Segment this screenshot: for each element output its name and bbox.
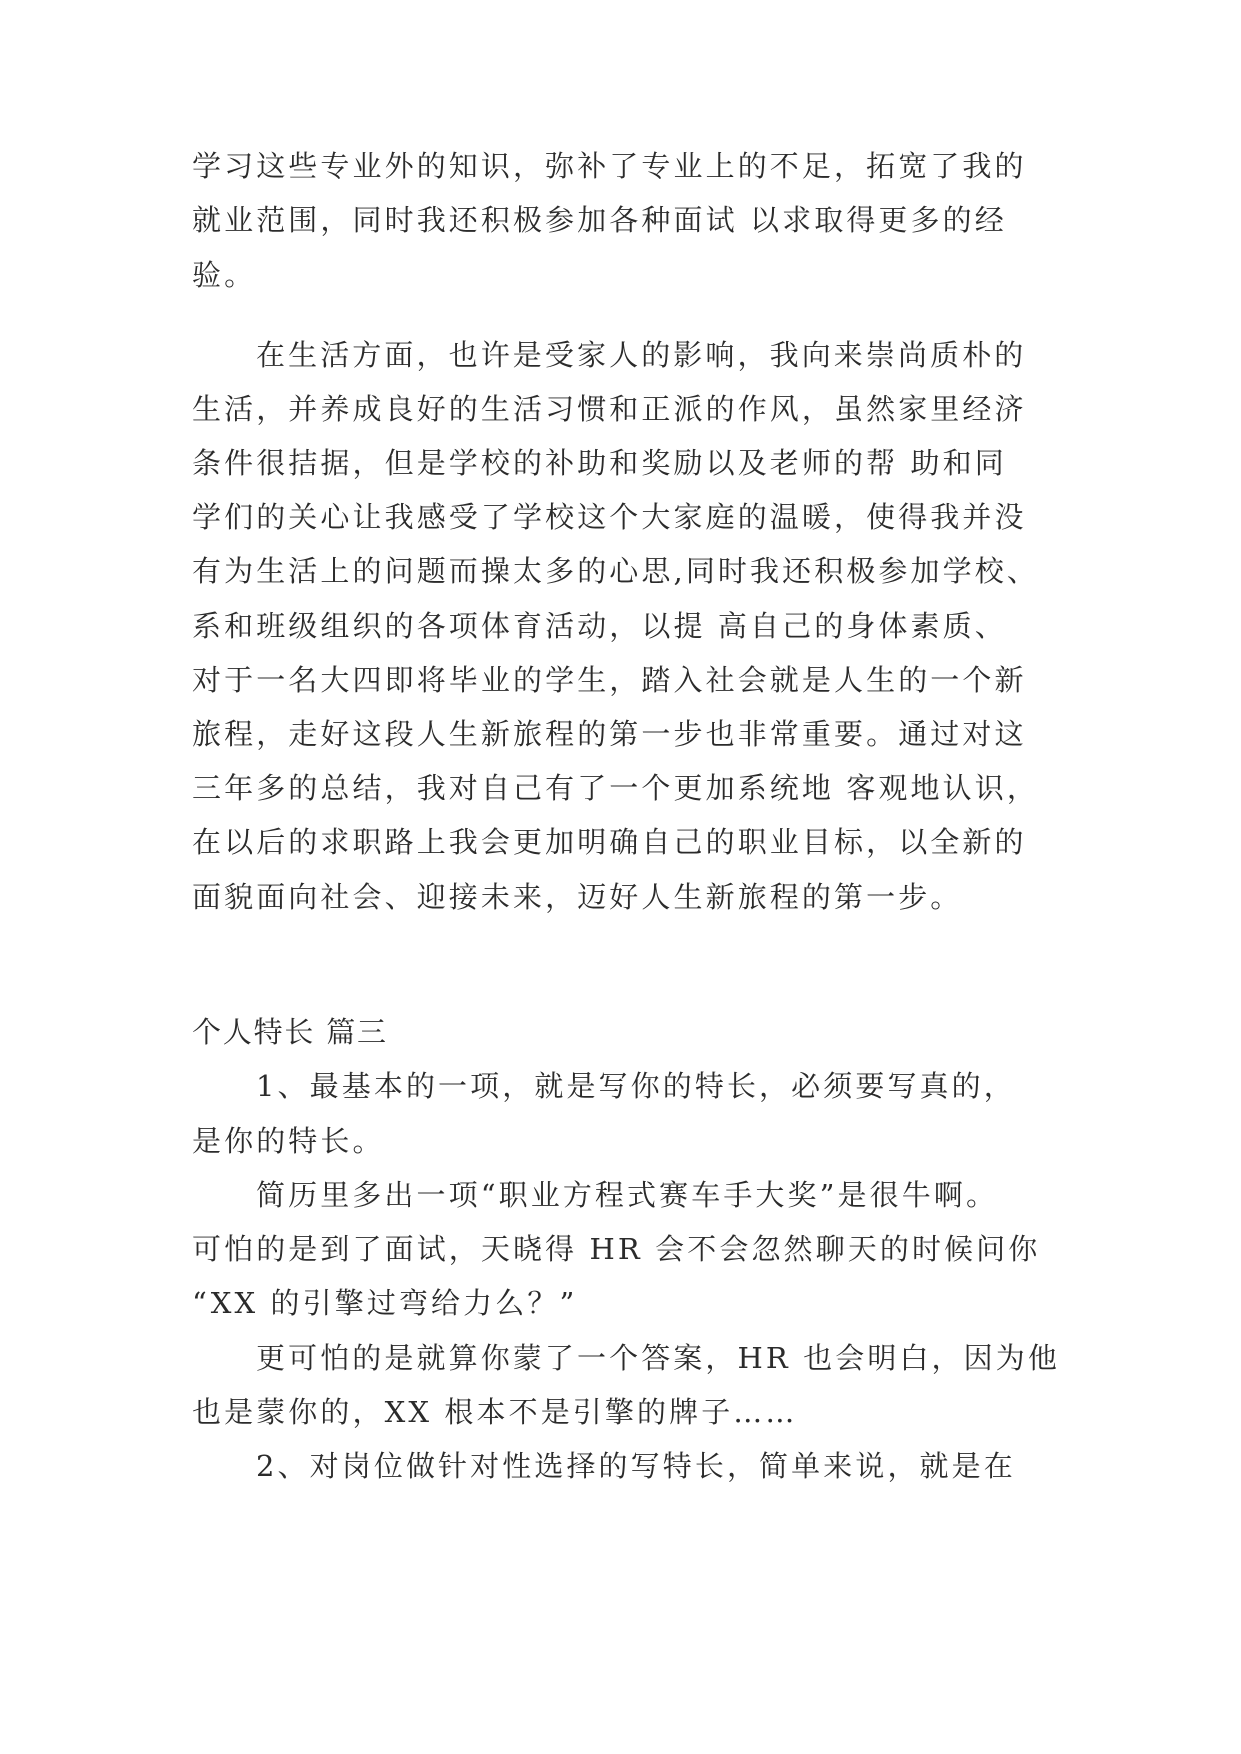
text-line: 生活，并养成良好的生活习惯和正派的作风，虽然家里经济 bbox=[192, 392, 1027, 426]
section-heading: 个人特长 篇三 bbox=[192, 1015, 388, 1049]
text-line: 旅程，走好这段人生新旅程的第一步也非常重要。通过对这 bbox=[192, 717, 1027, 751]
text-line: “XX 的引擎过弯给力么？” bbox=[192, 1286, 578, 1320]
text-line: 在以后的求职路上我会更加明确自己的职业目标，以全新的 bbox=[192, 825, 1027, 859]
text-line: 面貌面向社会、迎接未来，迈好人生新旅程的第一步。 bbox=[192, 880, 963, 914]
text-line: 是你的特长。 bbox=[192, 1124, 385, 1158]
text-line: 也是蒙你的，XX 根本不是引擎的牌子…… bbox=[192, 1395, 798, 1429]
text-line: 简历里多出一项“职业方程式赛车手大奖”是很牛啊。 bbox=[256, 1178, 999, 1212]
text-line: 更可怕的是就算你蒙了一个答案，HR 也会明白，因为他 bbox=[256, 1341, 1060, 1375]
text-line: 学习这些专业外的知识，弥补了专业上的不足，拓宽了我的 bbox=[192, 149, 1027, 183]
text-line: 对于一名大四即将毕业的学生，踏入社会就是人生的一个新 bbox=[192, 663, 1027, 697]
text-line: 2、对岗位做针对性选择的写特长，简单来说，就是在 bbox=[256, 1449, 1016, 1483]
text-line: 验。 bbox=[192, 258, 257, 292]
text-line: 三年多的总结，我对自己有了一个更加系统地 客观地认识， bbox=[192, 771, 1039, 805]
text-line: 有为生活上的问题而操太多的心思,同时我还积极参加学校、 bbox=[192, 554, 1039, 588]
text-line: 就业范围，同时我还积极参加各种面试 以求取得更多的经 bbox=[192, 203, 1007, 237]
text-line: 1、最基本的一项，就是写你的特长，必须要写真的， bbox=[256, 1069, 1016, 1103]
text-line: 系和班级组织的各项体育活动，以提 高自己的身体素质、 bbox=[192, 609, 1007, 643]
text-line: 可怕的是到了面试，天晓得 HR 会不会忽然聊天的时候问你 bbox=[192, 1232, 1041, 1266]
text-line: 在生活方面，也许是受家人的影响，我向来崇尚质朴的 bbox=[256, 338, 1027, 372]
text-line: 条件很拮据，但是学校的补助和奖励以及老师的帮 助和同 bbox=[192, 446, 1007, 480]
text-line: 学们的关心让我感受了学校这个大家庭的温暖，使得我并没 bbox=[192, 500, 1027, 534]
